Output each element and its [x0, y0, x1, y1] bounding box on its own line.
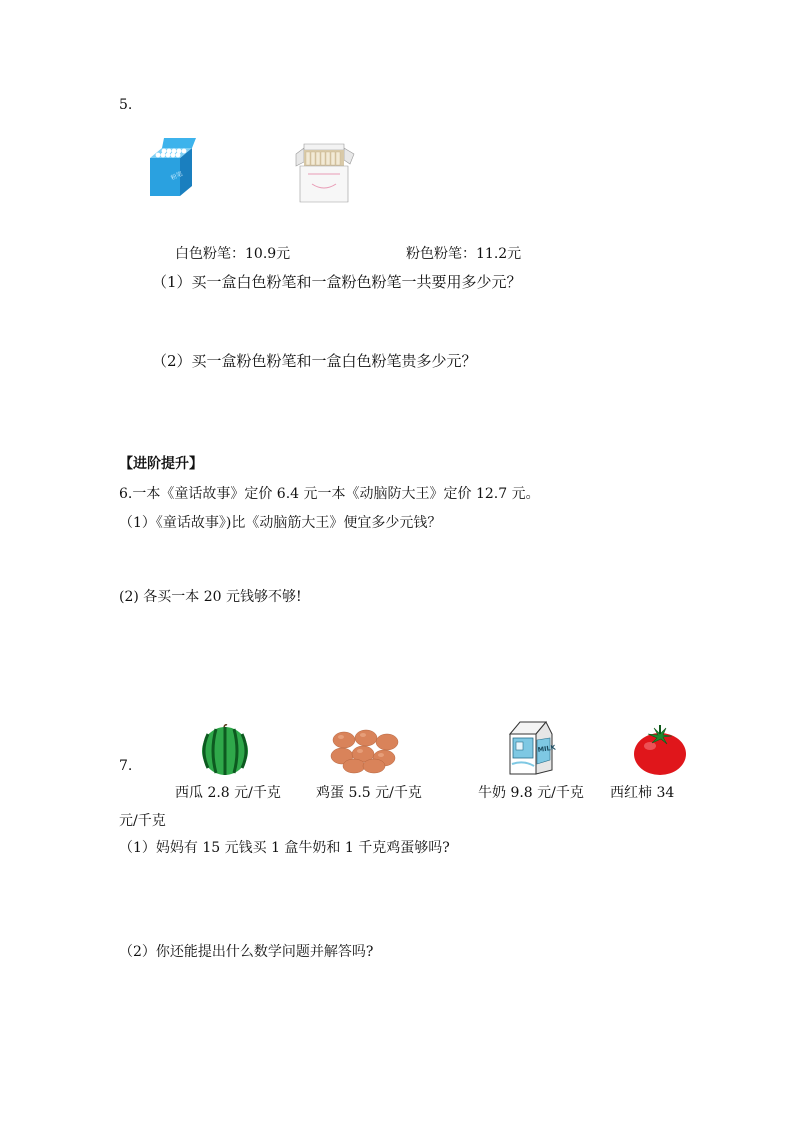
q7-part1: （1）妈妈有 15 元钱买 1 盒牛奶和 1 千克鸡蛋够吗?	[119, 840, 450, 856]
white-chalk-box-image	[146, 136, 198, 198]
q6-stem: 6.一本《童话故事》定价 6.4 元一本《动脑防大王》定价 12.7 元。	[119, 486, 540, 502]
milk-carton-text: MILK	[537, 743, 556, 754]
q6-part1: （1）《童话故事》)比《动脑筋大王》便宜多少元钱？	[119, 515, 442, 531]
eggs-label: 鸡蛋 5.5 元/千克	[316, 785, 422, 801]
pink-chalk-label: 粉色粉笔：11.2元	[406, 246, 522, 262]
q7-part2: （2）你还能提出什么数学问题并解答吗?	[119, 944, 374, 960]
watermelon-label: 西瓜 2.8 元/千克	[175, 785, 281, 801]
milk-label: 牛奶 9.8 元/千克	[478, 785, 584, 801]
white-chalk-label: 白色粉笔：10.9元	[175, 246, 291, 262]
q7-number: 7.	[119, 758, 133, 774]
q5-part2: （2）买一盒粉色粉笔和一盒白色粉笔贵多少元？	[152, 352, 477, 370]
eggs-image	[330, 726, 402, 774]
milk-carton-image	[504, 720, 556, 776]
pink-chalk-box-image	[294, 140, 356, 204]
tomato-label: 西红柿 34	[610, 785, 675, 801]
q5-number: 5.	[119, 97, 133, 113]
white-box-text: 粉笔	[169, 170, 184, 182]
tomato-unit: 元/千克	[119, 813, 166, 829]
section-title: 【进阶提升】	[119, 456, 203, 472]
watermelon-image	[200, 724, 250, 776]
q5-part1: （1）买一盒白色粉笔和一盒粉色粉笔一共要用多少元？	[152, 273, 522, 291]
tomato-image	[632, 724, 688, 776]
q6-part2: (2) 各买一本 20 元钱够不够!	[119, 589, 302, 605]
